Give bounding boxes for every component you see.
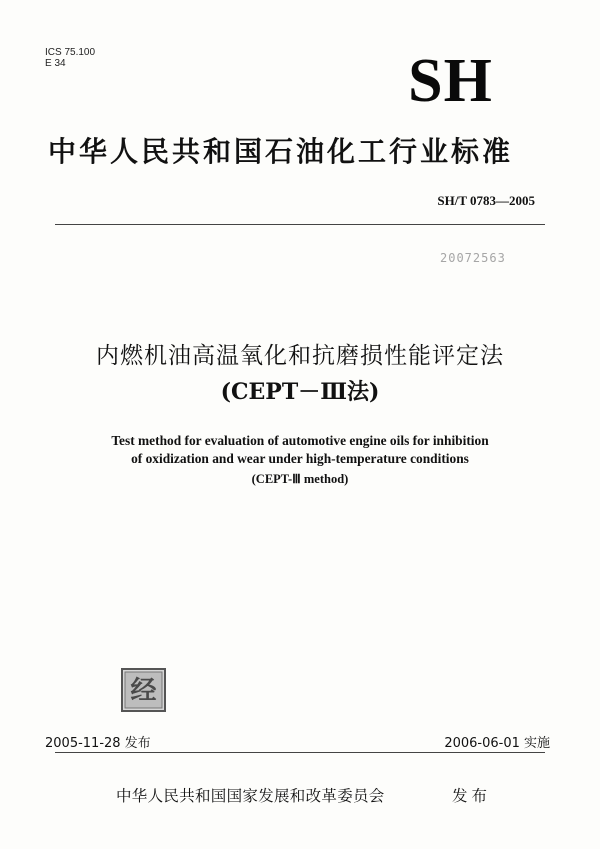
publish-label: 发布 xyxy=(452,787,492,805)
implementation-date: 2006-06-01 实施 xyxy=(444,736,550,751)
header-divider xyxy=(55,224,545,225)
archive-stamp: 20072563 xyxy=(440,251,506,265)
chinese-title-line2: (CEPT－Ⅲ法) xyxy=(220,379,380,405)
standard-title: 中华人民共和国石油化工行业标准 xyxy=(48,135,514,168)
standard-number: SH/T 0783—2005 xyxy=(437,193,535,208)
classification-codes xyxy=(45,47,95,69)
sh-logo: SH xyxy=(408,47,493,115)
svg-text:经: 经 xyxy=(130,676,157,706)
seal-stamp-icon xyxy=(121,668,166,712)
english-title-line3: (CEPT-Ⅲ method) xyxy=(251,472,349,486)
chinese-title-line1: 内燃机油高温氧化和抗磨损性能评定法 xyxy=(96,343,504,369)
english-title-line2: of oxidization and wear under high-temperature conditions xyxy=(131,451,469,466)
issue-date: 2005-11-28 发布 xyxy=(45,736,151,751)
footer-divider xyxy=(55,752,545,753)
publisher: 中华人民共和国国家发展和改革委员会 xyxy=(116,787,385,805)
english-title-line1: Test method for evaluation of automotive engine oils for inhibition xyxy=(111,433,489,448)
ccs-code: E 34 xyxy=(45,58,66,69)
ics-code: ICS 75.100 xyxy=(45,47,96,58)
